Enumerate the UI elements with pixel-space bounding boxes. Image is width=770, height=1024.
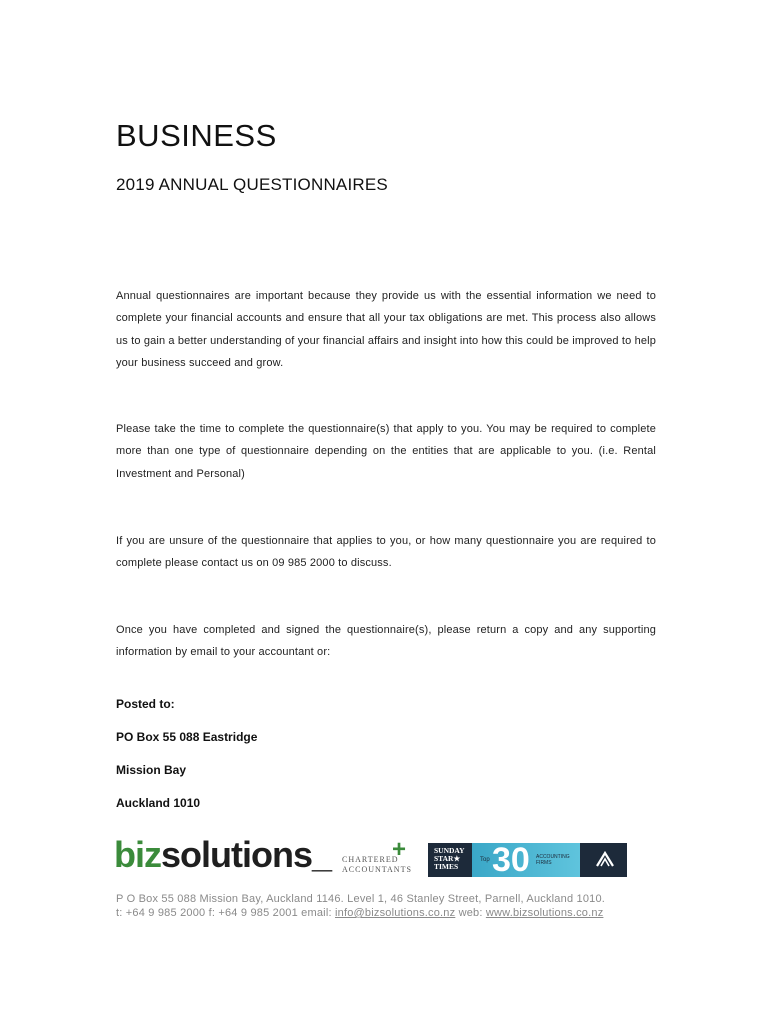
publisher-line-2: STAR★ — [434, 854, 461, 863]
page-title: BUSINESS — [116, 118, 277, 153]
footer-address: P O Box 55 088 Mission Bay, Auckland 1146. Level 1, 46 Stanley Street, Parnell, Auckland 1010. — [116, 893, 606, 905]
posted-to-label: Posted to: — [116, 697, 175, 711]
logo-underscore: _ — [312, 834, 332, 875]
address-line-city: Auckland 1010 — [116, 796, 201, 810]
plus-icon: + — [392, 836, 407, 863]
footer-contact — [116, 907, 676, 919]
intro-paragraph: Annual questionnaires are important because they provide us with the essential information we need to complete your financial accounts and ensure that all your tax obligations are met. This process also allows us to gain a better understanding of your financial affairs and insight into how this could be improved to help your business succeed and grow. — [116, 290, 656, 370]
sunday-star-times-logo — [434, 847, 465, 871]
website-link[interactable]: www.bizsolutions.co.nz — [485, 907, 604, 919]
email-link[interactable]: info@bizsolutions.co.nz — [335, 907, 456, 919]
address-line-suburb: Mission Bay — [116, 763, 187, 777]
return-paragraph: Once you have completed and signed the questionnaire(s), please return a copy and any supporting information by email to your accountant or: — [116, 624, 656, 659]
top-30-award-banner — [428, 843, 627, 877]
ca-line2: ACCOUNTANTS — [342, 865, 412, 874]
award-top-label: Top — [480, 857, 490, 863]
logo-solutions-text: solutions — [161, 834, 312, 875]
footer-web-label: web: — [455, 907, 486, 919]
award-caption: ACCOUNTING FIRMS — [536, 854, 570, 866]
ca-emblem-icon — [594, 849, 616, 871]
instructions-paragraph: Please take the time to complete the questionnaire(s) that apply to you. You may be required to complete more than one type of questionnaire depending on the entities that are applicable to you. (i.e. Rental Investment and Personal) — [116, 423, 656, 480]
page-subtitle: 2019 ANNUAL QUESTIONNAIRES — [116, 175, 388, 194]
publisher-line-3: TIMES — [434, 862, 459, 871]
publisher-line-1: SUNDAY — [434, 846, 465, 855]
logo-biz-text: biz — [114, 834, 161, 875]
footer-phone-fax: t: +64 9 985 2000 f: +64 9 985 2001 email: — [116, 907, 335, 919]
contact-paragraph: If you are unsure of the questionnaire that applies to you, or how many questionnaire you are required to complete please contact us on 09 985 2000 to discuss. — [116, 535, 656, 570]
award-number: 30 — [492, 843, 530, 877]
bizsolutions-logo — [114, 833, 331, 877]
chartered-accountants-logo — [340, 836, 412, 876]
address-line-po-box: PO Box 55 088 Eastridge — [116, 730, 258, 744]
ca-line1: CHARTERED — [342, 855, 399, 864]
